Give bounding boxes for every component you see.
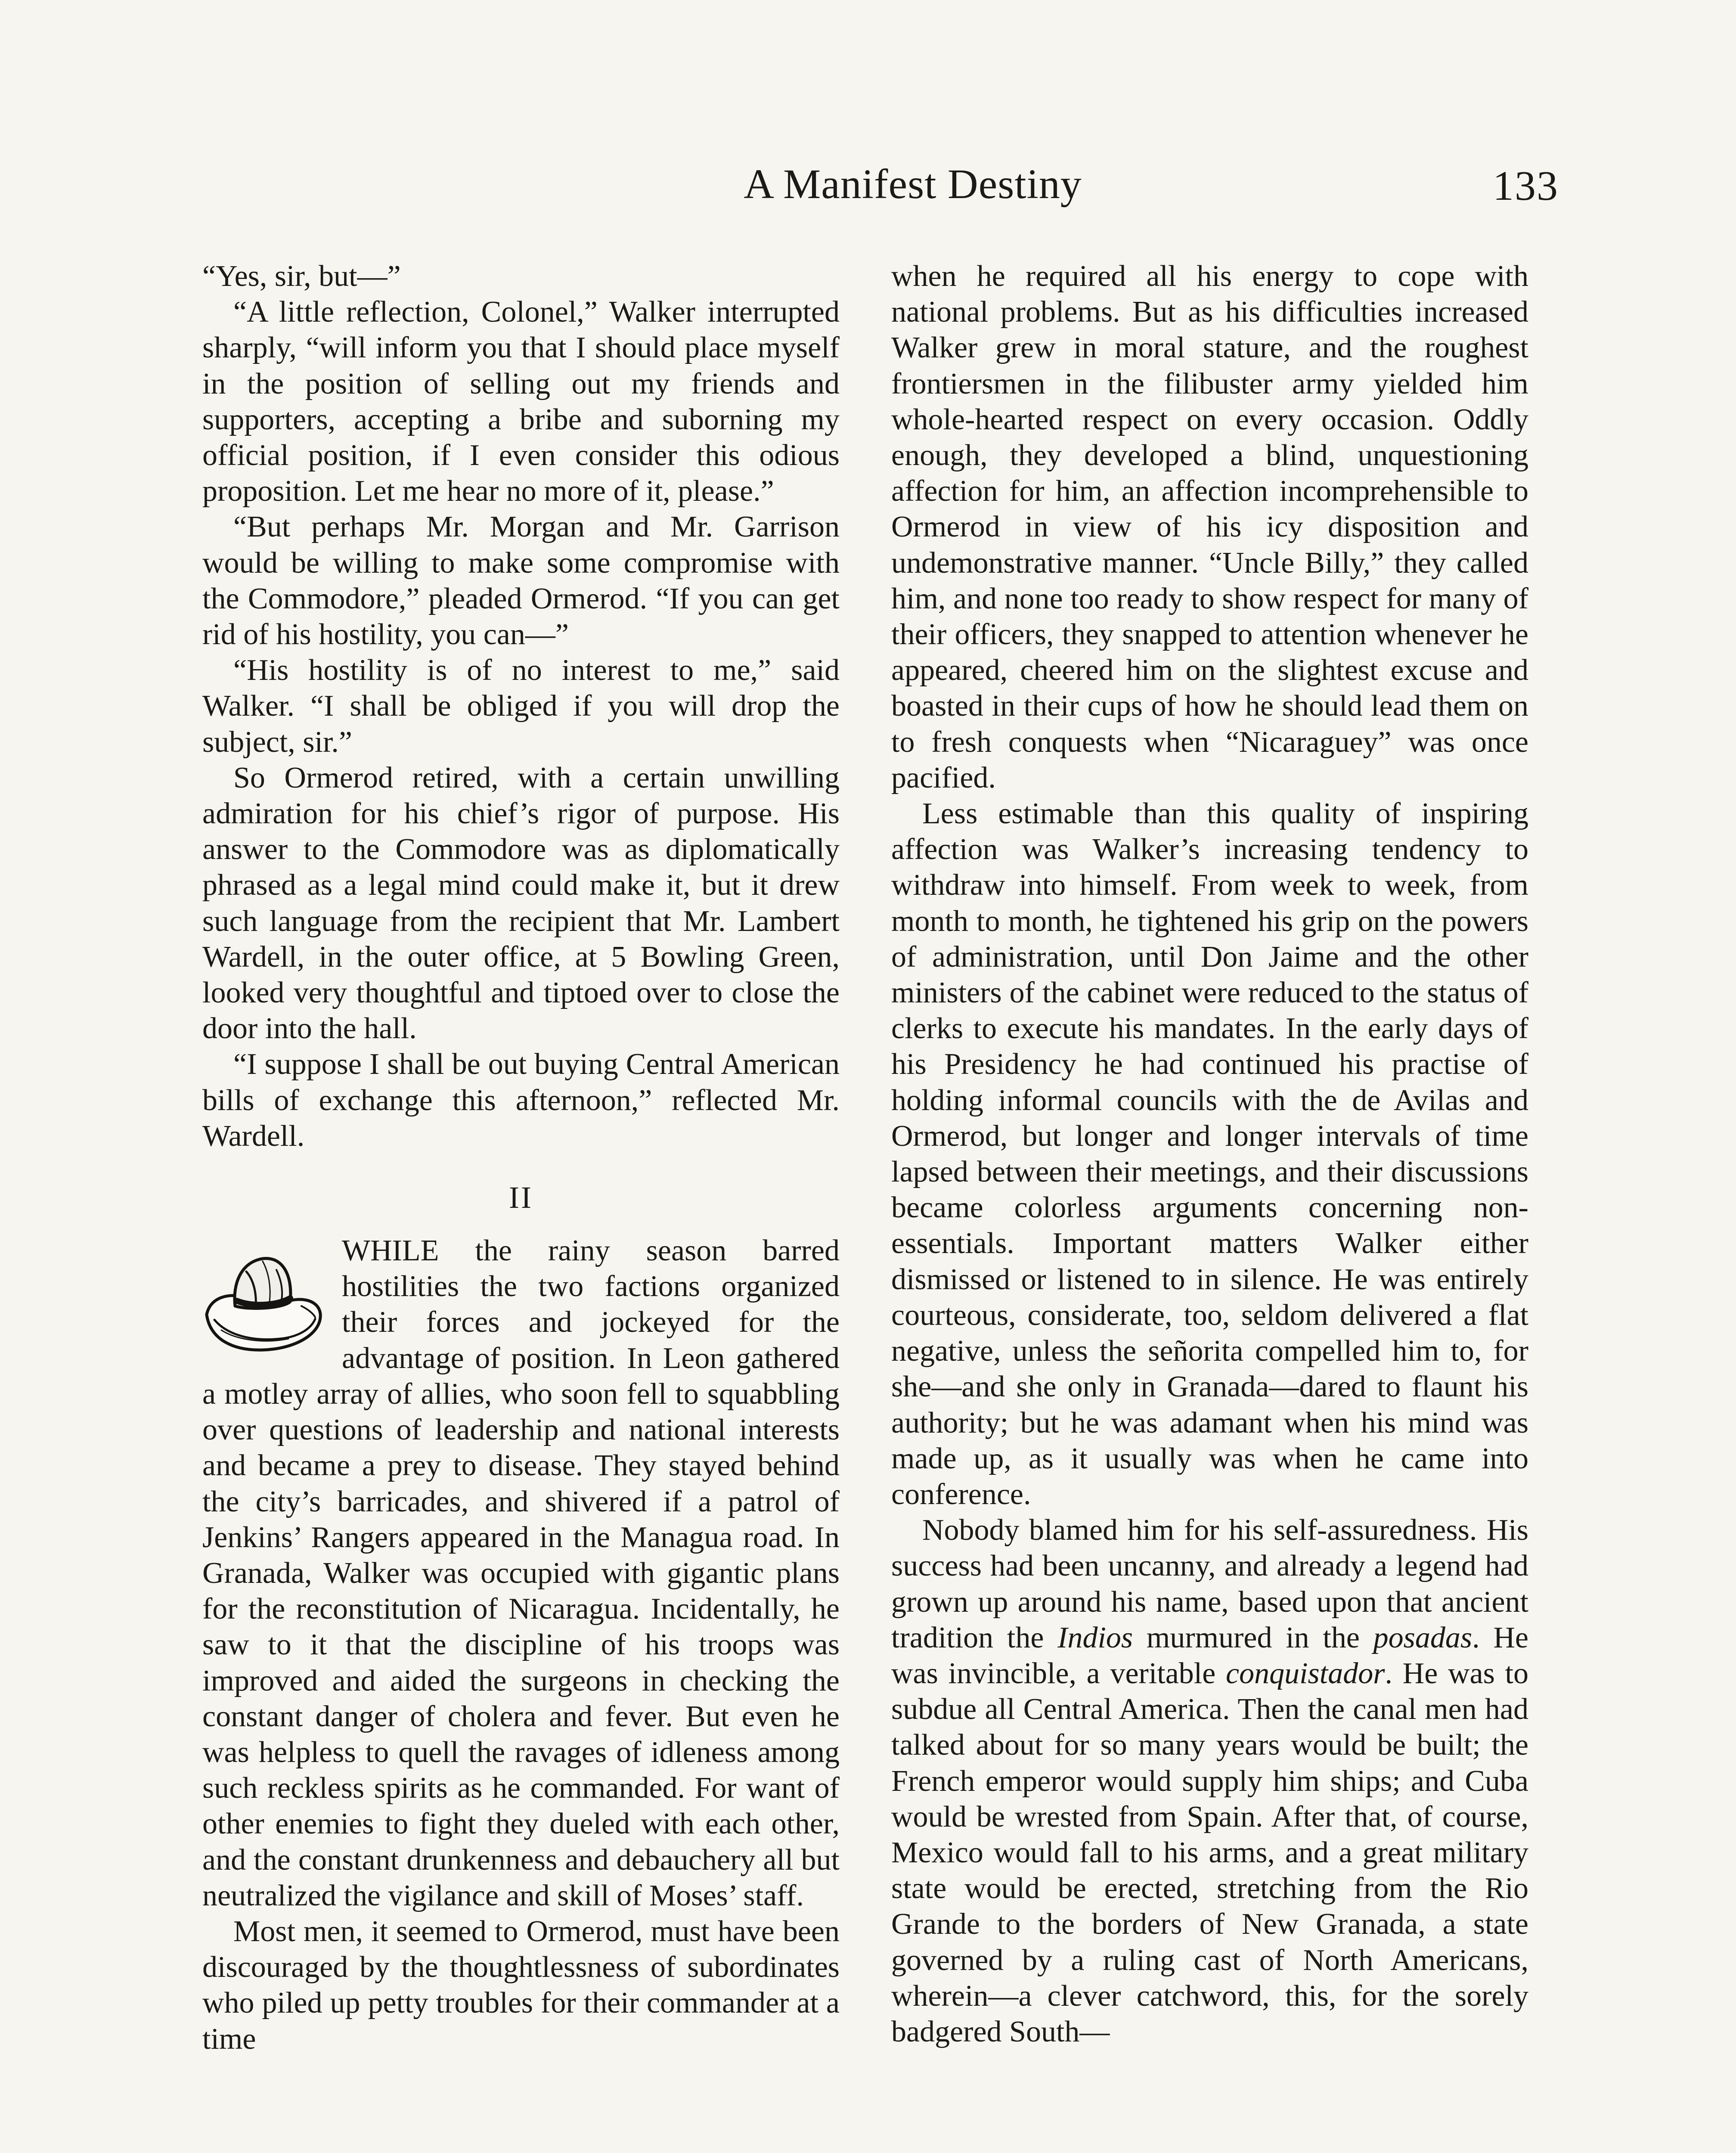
paragraph: Less estimable than this quality of inspiring affection was Walker’s increasing tendency to withdraw into himself. From week to week, from month to month, he tightened his grip on the powers of administration, until Don Jaime and the other ministers of the cabinet were reduced to the status of clerks to execute his mandates. In the early days of his Presidency he had continued his practise of holding informal councils with the de Avilas and Ormerod, but longer and longer intervals of time lapsed between their meetings, and their discussions became colorless arguments concerning non-essentials. Important matters Walker either dismissed or listened to in silence. He was entirely courteous, considerate, too, seldom delivered a flat negative, unless the señorita compelled him to, for she—and she only in Granada—dared to flaunt his authority; but he was adamant when his mind was made up, as it usually was when he came into conference. — [891, 797, 1528, 1511]
text-run: Nobody blamed him for his self-assuredness. His success had been uncanny, and already a legend had grown up around his name, based upon that ancient tradition the — [891, 1514, 1528, 1654]
italic-word: conquistador — [1226, 1657, 1385, 1690]
section-number: II — [509, 1180, 533, 1215]
paragraph: Most men, it seemed to Ormerod, must have been discouraged by the thoughtlessness of subordinates who piled up petty troubles for their commander at a time — [202, 1914, 840, 2056]
right-column — [891, 258, 1528, 2050]
paragraph: “I suppose I shall be out buying Central American bills of exchange this afternoon,” reflected Mr. Wardell. — [202, 1048, 840, 1153]
text-run: . He was invincible, a veritable — [891, 1621, 1528, 1690]
paragraph: “But perhaps Mr. Morgan and Mr. Garrison would be willing to make some compromise with the Commodore,” pleaded Ormerod. “If you can get rid of his hostility, you can—” — [202, 510, 840, 651]
paragraph: when he required all his energy to cope with national problems. But as his difficulties increased Walker grew in moral stature, and the roughest frontiersmen in the filibuster army yielded him whole-hearted respect on every occasion. Oddly enough, they developed a blind, unquestioning affection for him, an affection incomprehensible to Ormerod in view of his icy disposition and undemonstrative manner. “Uncle Billy,” they called him, and none too ready to show respect for many of their officers, they snapped to attention whenever he appeared, cheered him on the slightest excuse and boasted in their cups of how he should lead them on to fresh conquests when “Nicaraguey” was once pacified. — [891, 260, 1528, 794]
paragraph: “His hostility is of no interest to me,” said Walker. “I shall be obliged if you will drop the subject, sir.” — [202, 654, 840, 759]
page-number: 133 — [1493, 163, 1559, 209]
paragraph — [891, 1512, 1528, 2050]
italic-word: Indios — [1057, 1621, 1133, 1654]
page-title: A Manifest Destiny — [744, 161, 1082, 208]
italic-word: posadas — [1373, 1621, 1472, 1654]
sombrero-hat-icon — [198, 1241, 327, 1371]
text-run: . He was to subdue all Central America. Then the canal men had talked about for so many years would be built; the French emperor would supply him ships; and Cuba would be wrested from Spain. After that, of course, Mexico would fall to his arms, and a great military state would be erected, stretching from the Rio Grande to the borders of New Granada, a state governed by a ruling cast of North Americans, wherein—a clever catchword, this, for the sorely badgered South— — [891, 1657, 1528, 2048]
text-run: murmured in the — [1133, 1621, 1373, 1654]
paragraph: So Ormerod retired, with a certain unwilling admiration for his chief’s rigor of purpose. His answer to the Commodore was as diplomatically phrased as a legal mind could make it, but it drew such language from the recipient that Mr. Lambert Wardell, in the outer office, at 5 Bowling Green, looked very thoughtful and tiptoed over to close the door into the hall. — [202, 761, 840, 1045]
left-column — [202, 258, 840, 2057]
paragraph: WHILE the rainy season barred hostilities the two factions organized their forces and jockeyed for the advantage of position. In Leon gathered a motley array of allies, who soon fell to squabbling over questions of leadership and national interests and became a prey to disease. They stayed behind the city’s barricades, and shivered if a patrol of Jenkins’ Rangers appeared in the Managua road. In Granada, Walker was occupied with gigantic plans for the reconstitution of Nicaragua. Incidentally, he saw to it that the discipline of his troops was improved and aided the surgeons in checking the constant danger of cholera and fever. But even he was helpless to quell the ravages of idleness among such reckless spirits as he commanded. For want of other enemies to fight they dueled with each other, and the constant drunkenness and debauchery all but neutralized the vigilance and skill of Moses’ staff. — [202, 1234, 840, 1912]
paragraph: “A little reflection, Colonel,” Walker interrupted sharply, “will inform you that I should place myself in the position of selling out my friends and supporters, accepting a bribe and suborning my official position, if I even consider this odious proposition. Let me hear no more of it, please.” — [202, 295, 840, 508]
paragraph: “Yes, sir, but—” — [202, 260, 401, 293]
running-head — [202, 160, 1559, 229]
